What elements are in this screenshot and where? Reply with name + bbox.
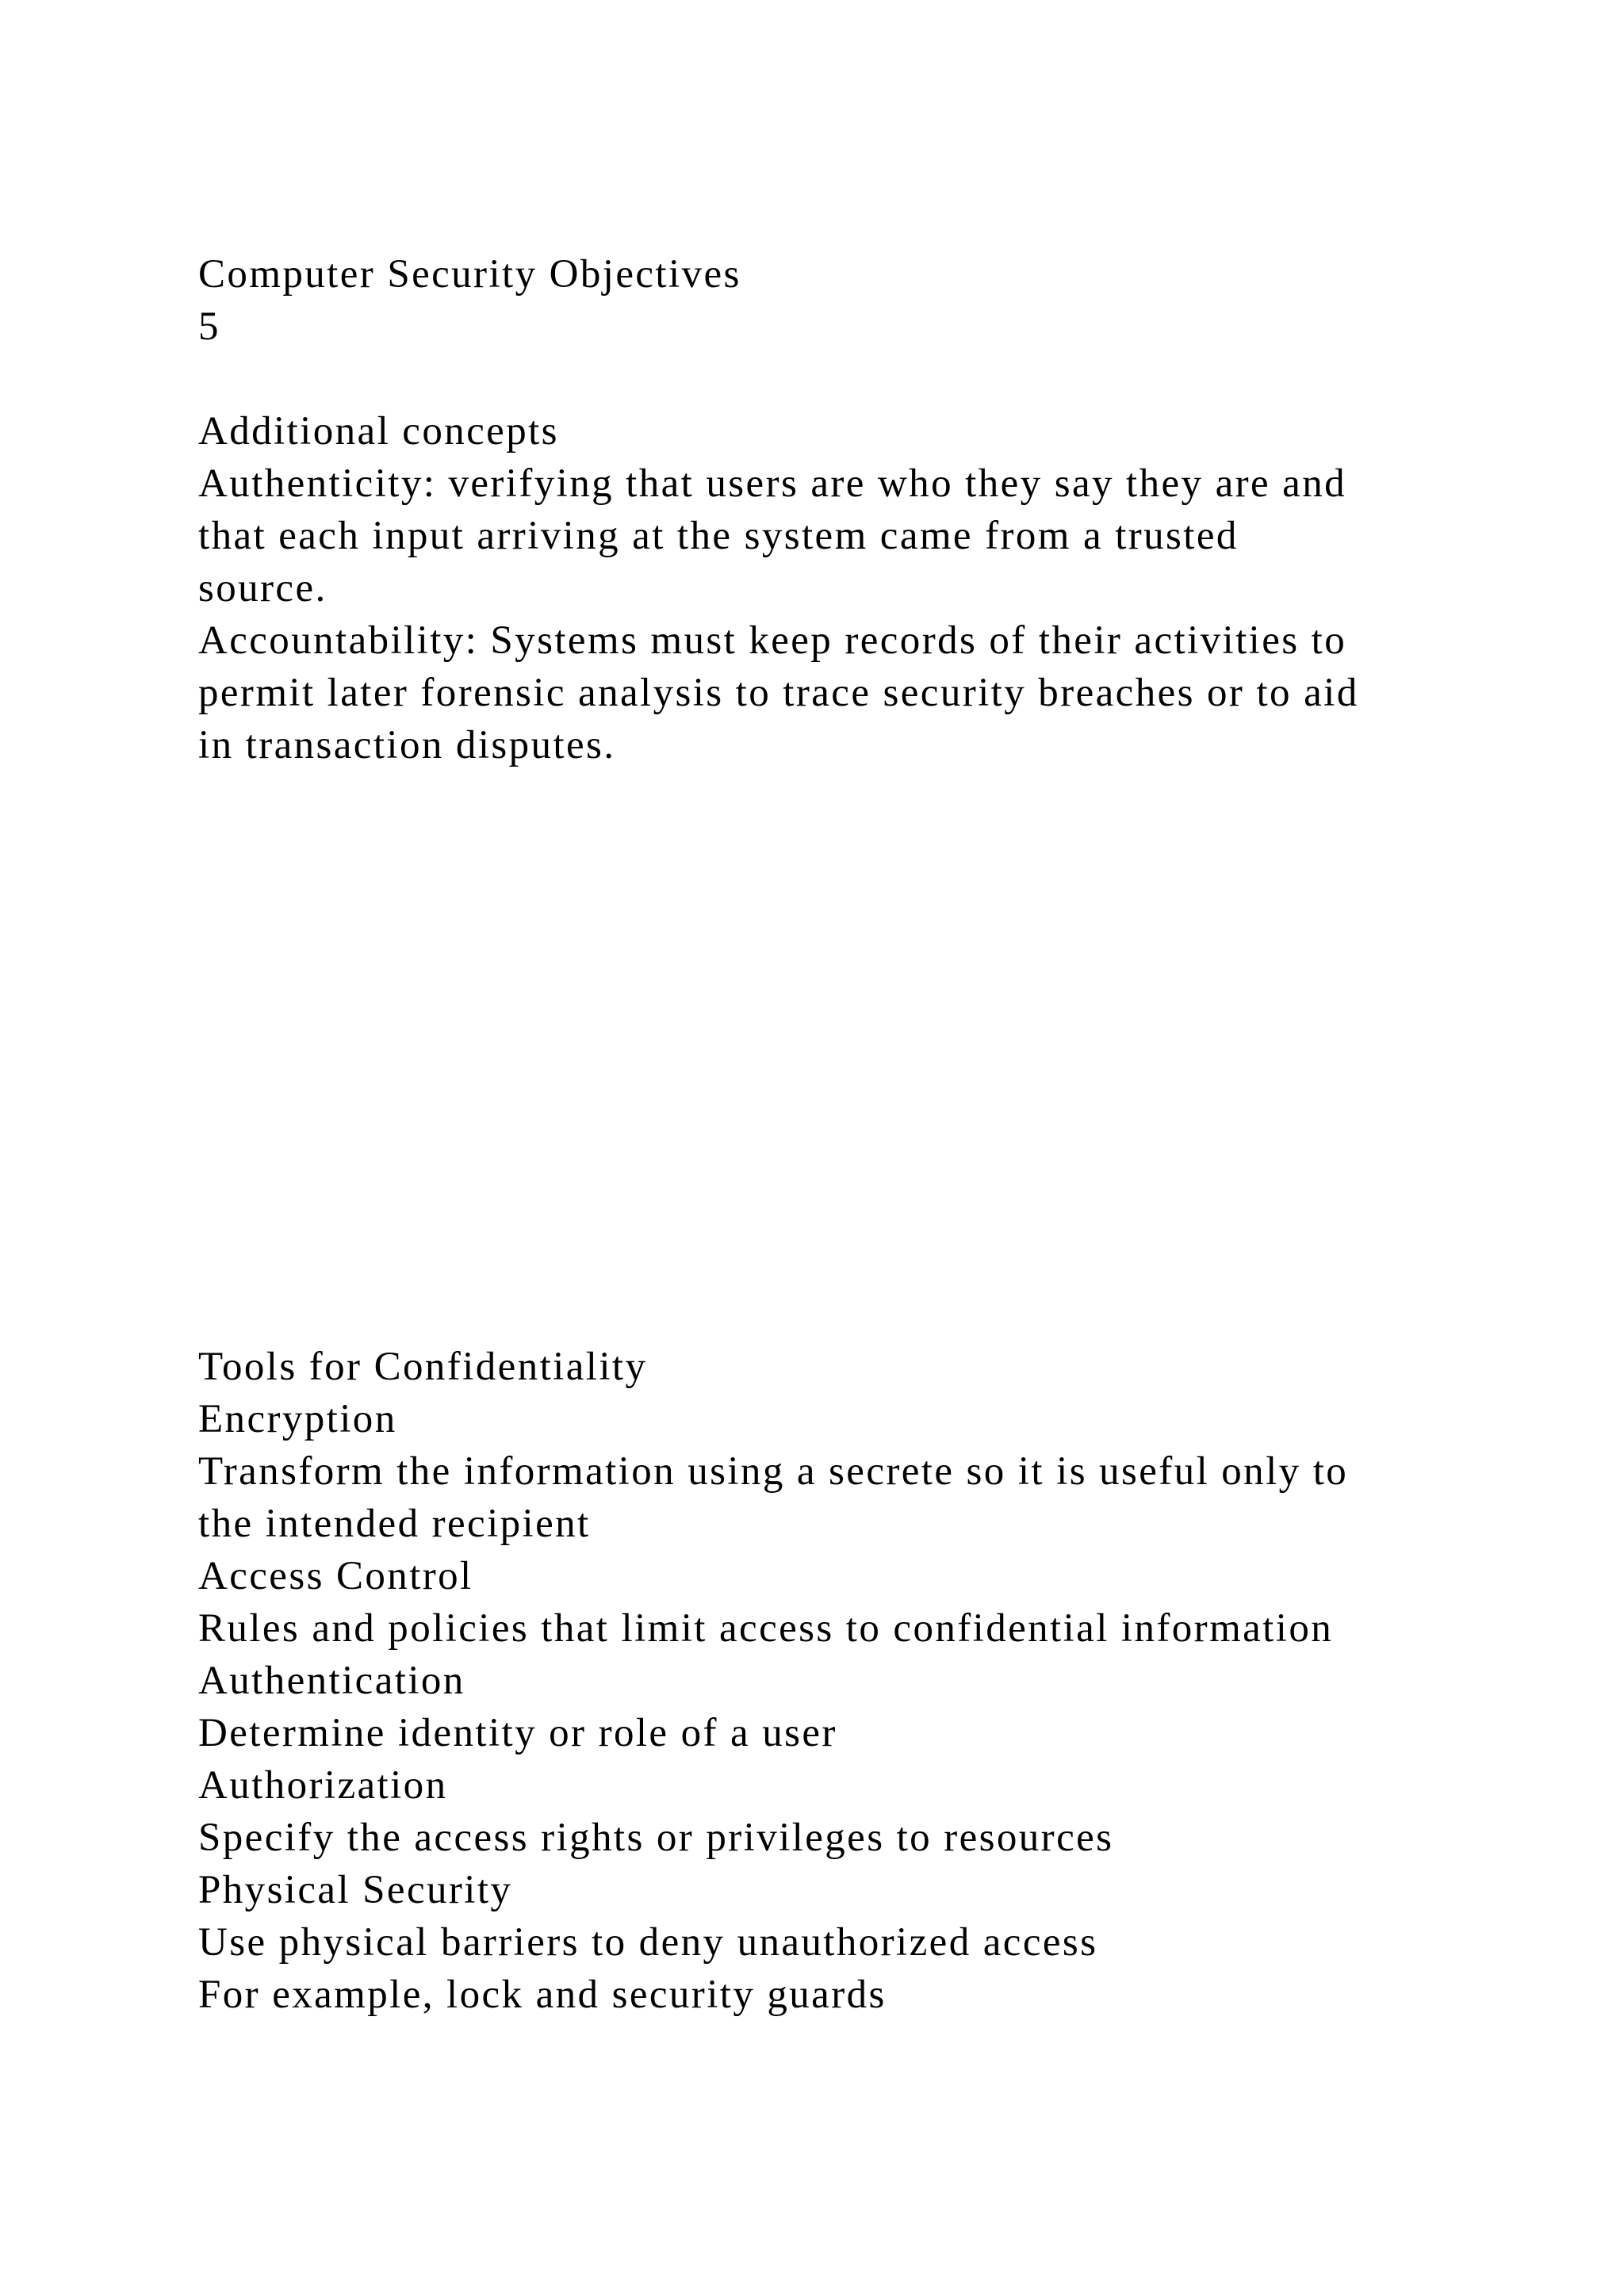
body-line: For example, lock and security guards	[198, 1973, 887, 2017]
section-tools-for-confidentiality	[198, 1341, 1467, 2021]
section-additional-concepts	[198, 248, 1467, 771]
section-title: Tools for Confidentiality	[198, 1345, 648, 1389]
body-line: Physical Security	[198, 1868, 513, 1912]
body-line: Rules and policies that limit access to confidential information	[198, 1606, 1334, 1651]
body-line: permit later forensic analysis to trace security breaches or to aid	[198, 671, 1359, 715]
section-title: Computer Security Objectives	[198, 252, 741, 297]
body-line: Transform the information using a secrete so it is useful only to	[198, 1449, 1349, 1494]
body-line: in transaction disputes.	[198, 723, 616, 767]
body-line: source.	[198, 566, 327, 610]
body-line: Authentication	[198, 1659, 465, 1703]
body-line: Encryption	[198, 1397, 397, 1441]
body-line: Specify the access rights or privileges to resources	[198, 1816, 1114, 1860]
body-line: that each input arriving at the system came from a trusted	[198, 514, 1239, 558]
body-line: Use physical barriers to deny unauthorized access	[198, 1920, 1098, 1965]
body-line: Determine identity or role of a user	[198, 1711, 837, 1755]
body-line: Authenticity: verifying that users are who they say they are and	[198, 461, 1347, 506]
blank-line	[198, 353, 1467, 405]
body-line: Access Control	[198, 1554, 473, 1598]
body-line: Authorization	[198, 1763, 448, 1808]
body-line: Accountability: Systems must keep records of their activities to	[198, 618, 1347, 663]
section-heading: Additional concepts	[198, 409, 559, 453]
slide-number: 5	[198, 304, 220, 349]
body-line: the intended recipient	[198, 1502, 591, 1546]
